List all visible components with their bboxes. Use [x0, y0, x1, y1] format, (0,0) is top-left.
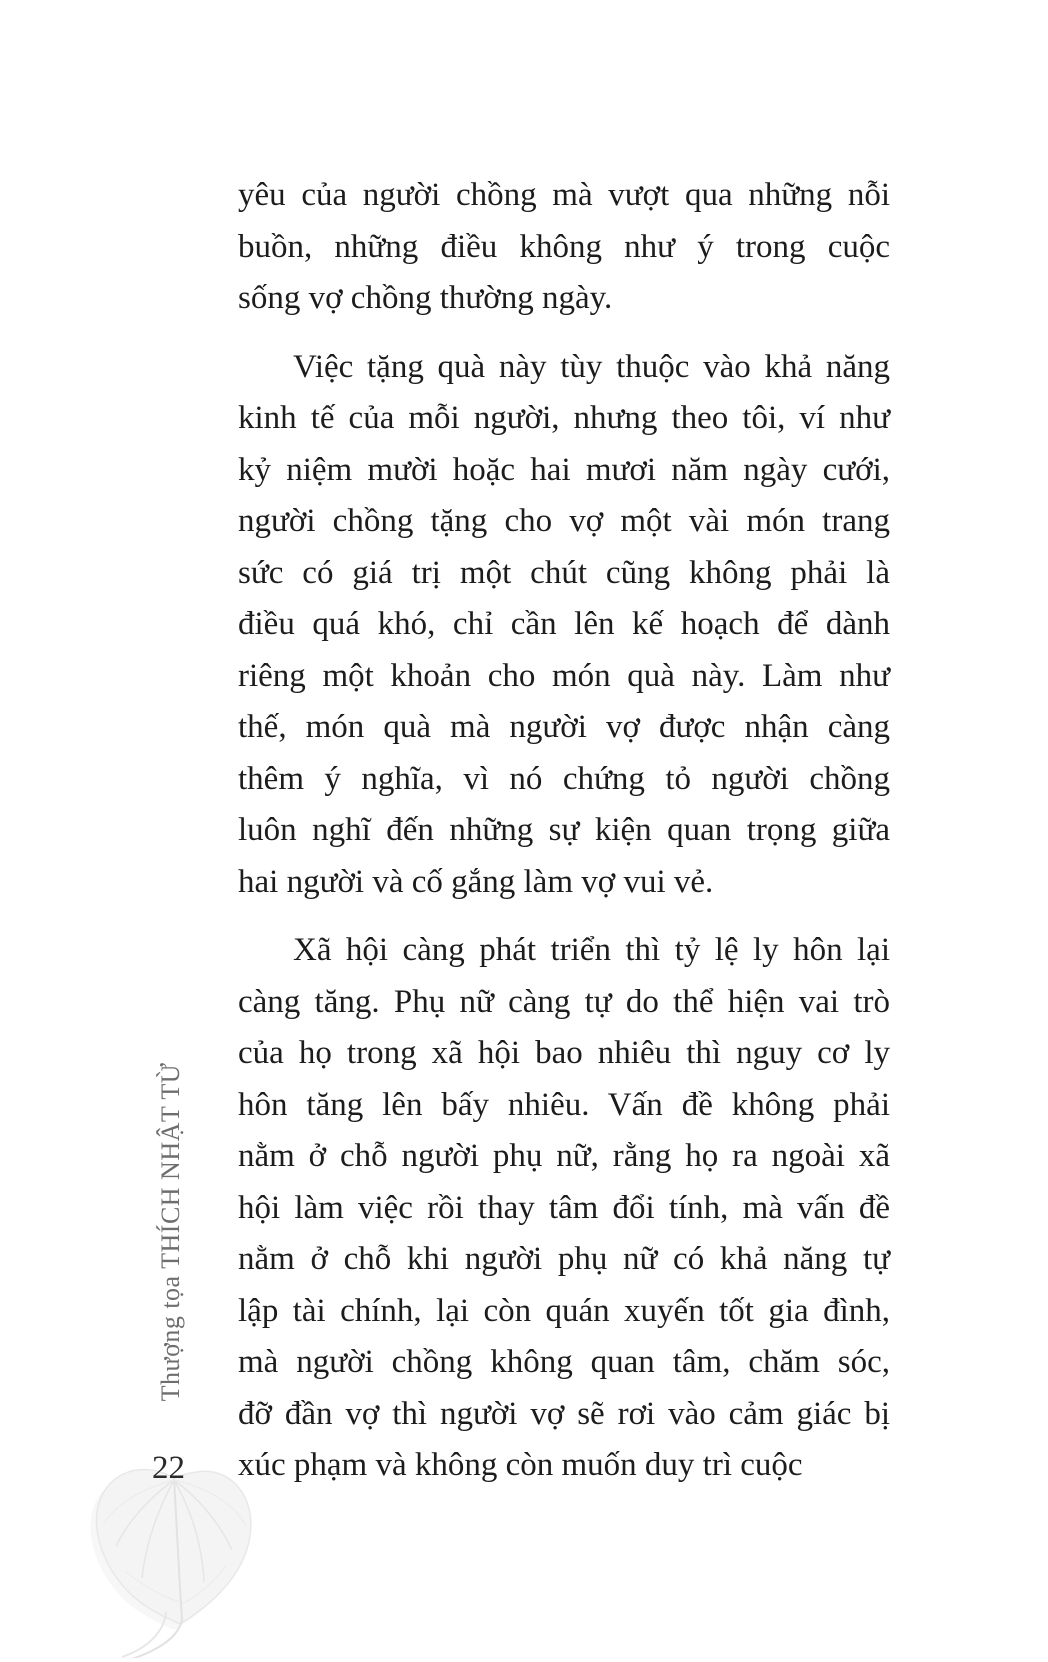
- text-line: nằm ở chỗ người phụ nữ, rằng họ ra ngoài xã: [238, 1138, 890, 1174]
- page-number: 22: [152, 1450, 185, 1486]
- text-line: mà người chồng không quan tâm, chăm sóc,: [238, 1344, 890, 1380]
- text-line: Việc tặng quà này tùy thuộc vào khả năng: [293, 348, 890, 385]
- text-line: hai người và cố gắng làm vợ vui vẻ.: [238, 863, 714, 900]
- text-line: luôn nghĩ đến những sự kiện quan trọng giữa: [238, 812, 890, 848]
- paragraph: [238, 170, 890, 325]
- text-line: kinh tế của mỗi người, nhưng theo tôi, ví như: [238, 400, 890, 436]
- text-line: càng tăng. Phụ nữ càng tự do thể hiện vai trò: [238, 983, 890, 1020]
- text-line: đỡ đần vợ thì người vợ sẽ rơi vào cảm giác bị: [238, 1395, 890, 1432]
- paragraph: [238, 925, 890, 1492]
- paragraph: [238, 342, 890, 909]
- text-line: điều quá khó, chỉ cần lên kế hoạch để dành: [238, 606, 890, 642]
- text-line: người chồng tặng cho vợ một vài món trang: [238, 503, 890, 539]
- text-line: sức có giá trị một chút cũng không phải là: [238, 554, 890, 591]
- text-line: kỷ niệm mười hoặc hai mươi năm ngày cưới,: [238, 451, 890, 488]
- text-line: hôn tăng lên bấy nhiêu. Vấn đề không phải: [238, 1086, 890, 1123]
- author-vertical-text: Thượng tọa THÍCH NHẬT TỪ: [156, 1062, 185, 1402]
- text-line: xúc phạm và không còn muốn duy trì cuộc: [238, 1447, 803, 1483]
- text-line: riêng một khoản cho món quà này. Làm như: [238, 657, 890, 694]
- text-line: Xã hội càng phát triển thì tỷ lệ ly hôn lại: [293, 932, 890, 968]
- text-line: yêu của người chồng mà vượt qua những nỗi: [238, 177, 890, 213]
- text-line: thế, món quà mà người vợ được nhận càng: [238, 709, 890, 745]
- text-line: lập tài chính, lại còn quán xuyến tốt gia đình,: [238, 1292, 890, 1329]
- text-line: hội làm việc rồi thay tâm đổi tính, mà vấn đề: [238, 1189, 890, 1226]
- text-line: sống vợ chồng thường ngày.: [238, 280, 613, 316]
- text-line: của họ trong xã hội bao nhiêu thì nguy cơ ly: [238, 1035, 890, 1071]
- bodhi-leaf-watermark-icon: [86, 1462, 262, 1658]
- text-line: buồn, những điều không như ý trong cuộc: [238, 228, 890, 265]
- text-line: thêm ý nghĩa, vì nó chứng tỏ người chồng: [238, 760, 890, 797]
- text-line: nằm ở chỗ khi người phụ nữ có khả năng tự: [238, 1241, 890, 1277]
- body-text: [238, 170, 890, 1492]
